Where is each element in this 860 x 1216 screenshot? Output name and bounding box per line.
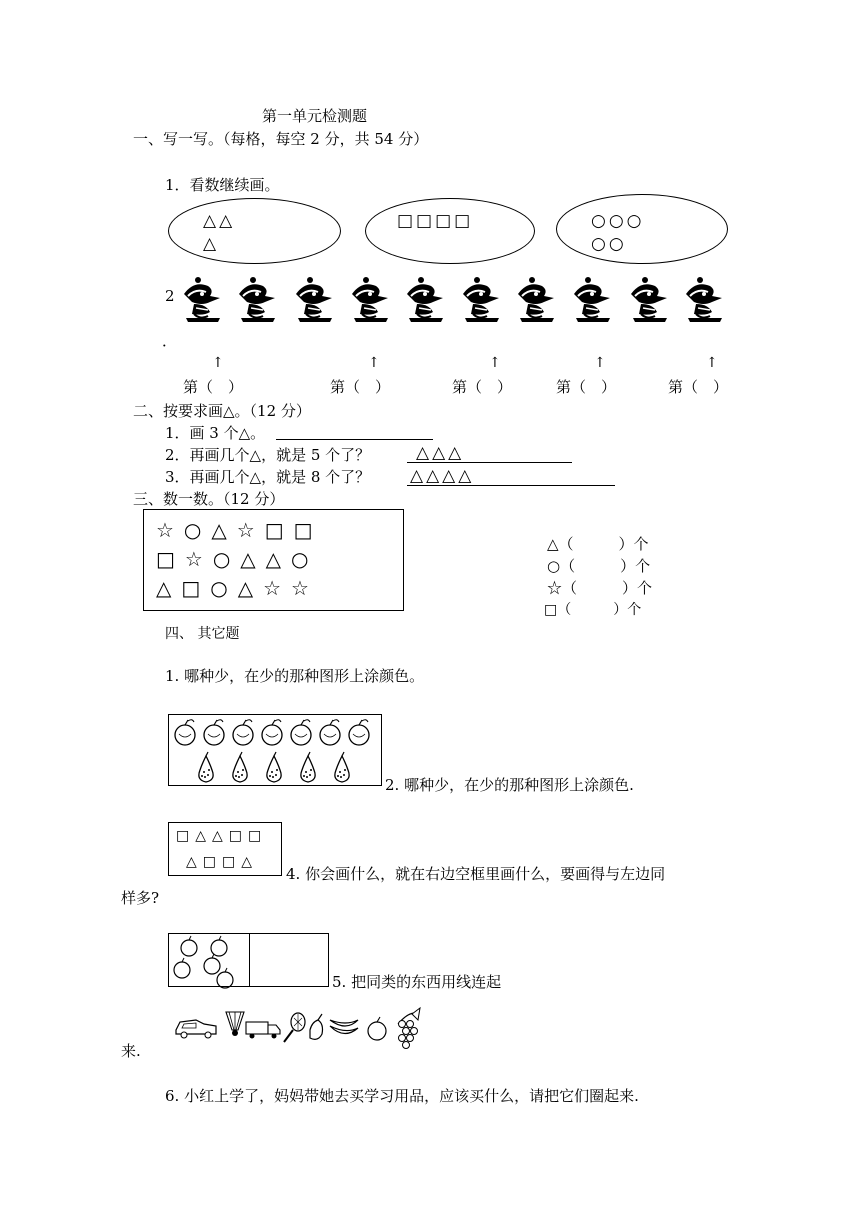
shapes-row-1: □△△□□ [176, 828, 268, 844]
question-4-2: 2. 哪种少，在少的那种图形上涂颜色. [385, 776, 634, 794]
question-4-4-line1: 4. 你会画什么，就在右边空框里画什么，要画得与左边同 [286, 865, 666, 883]
shape-grid-row-1: ☆○△☆□□ [156, 518, 323, 542]
arrow-up-icon: ↑ [706, 355, 718, 371]
draw-area-empty[interactable] [251, 935, 327, 985]
question-1-2-dot: ． [162, 332, 178, 350]
question-1-2-number: 2 [165, 287, 175, 305]
question-2-2: 2．再画几个△，就是 5 个了？ [165, 446, 371, 464]
arrow-up-icon: ↑ [594, 355, 606, 371]
duck-2 [239, 277, 275, 322]
duck-3 [296, 277, 332, 322]
question-4-1: 1. 哪种少，在少的那种图形上涂颜色。 [165, 667, 425, 685]
question-4-5-line2: 来. [121, 1042, 141, 1060]
duck-8 [574, 277, 610, 322]
answer-2-3: △△△△ [410, 466, 475, 486]
answer-line-2-2[interactable] [407, 462, 572, 463]
oval-2-row1: □□□□ [397, 211, 474, 231]
answer-line-2-3[interactable] [407, 485, 615, 486]
section3-heading: 三、数一数。（12 分） [133, 490, 285, 508]
arrow-up-icon: ↑ [489, 355, 501, 371]
duck-4 [352, 277, 388, 322]
page-title: 第一单元检测题 [262, 107, 368, 125]
count-square[interactable]: □（ ）个 [544, 602, 642, 618]
duck-5 [407, 277, 443, 322]
arrow-up-icon: ↑ [368, 355, 380, 371]
fruit-box [168, 714, 382, 786]
oval-1-row2: △ [203, 234, 220, 254]
ordinal-blank-3[interactable]: 第（ ） [452, 378, 513, 396]
ordinal-blank-1[interactable]: 第（ ） [183, 378, 244, 396]
section2-heading: 二、按要求画△。（12 分） [133, 402, 311, 420]
arrow-up-icon: ↑ [212, 355, 224, 371]
duck-10 [686, 277, 722, 322]
count-triangle[interactable]: △（ ）个 [547, 535, 649, 553]
question-4-6: 6. 小红上学了，妈妈带她去买学习用品，应该买什么，请把它们圈起来. [165, 1087, 639, 1105]
question-2-3: 3．再画几个△，就是 8 个了？ [165, 468, 371, 486]
answer-2-2: △△△ [416, 443, 465, 463]
count-circle[interactable]: ○（ ）个 [547, 557, 651, 575]
question-4-5-line1: 5. 把同类的东西用线连起 [332, 973, 502, 991]
oval-3-row1: ○○○ [591, 211, 645, 231]
question-4-4-line2: 样多? [121, 889, 160, 907]
ordinal-blank-2[interactable]: 第（ ） [330, 378, 391, 396]
duck-1 [184, 277, 220, 322]
duck-7 [518, 277, 554, 322]
ordinal-blank-5[interactable]: 第（ ） [668, 378, 729, 396]
question-1-1: 1．看数继续画。 [165, 176, 280, 194]
draw-box-divider [249, 933, 250, 987]
oval-3-row2: ○○ [591, 234, 627, 254]
duck-9 [631, 277, 667, 322]
shape-grid-row-3: △□○△☆☆ [156, 576, 319, 600]
shape-grid-row-2: □☆○△△○ [156, 547, 319, 571]
oval-1-row1: △△ [203, 211, 236, 231]
shapes-row-2: △□□△ [186, 854, 258, 870]
question-2-1: 1．画 3 个△。 [165, 424, 266, 442]
count-star[interactable]: ☆（ ）个 [547, 579, 653, 597]
section4-heading: 四、 其它题 [165, 626, 240, 642]
ordinal-blank-4[interactable]: 第（ ） [556, 378, 617, 396]
section1-heading: 一、写一写。（每格，每空 2 分，共 54 分） [133, 130, 429, 148]
duck-6 [463, 277, 499, 322]
answer-line-2-1[interactable] [276, 439, 433, 440]
